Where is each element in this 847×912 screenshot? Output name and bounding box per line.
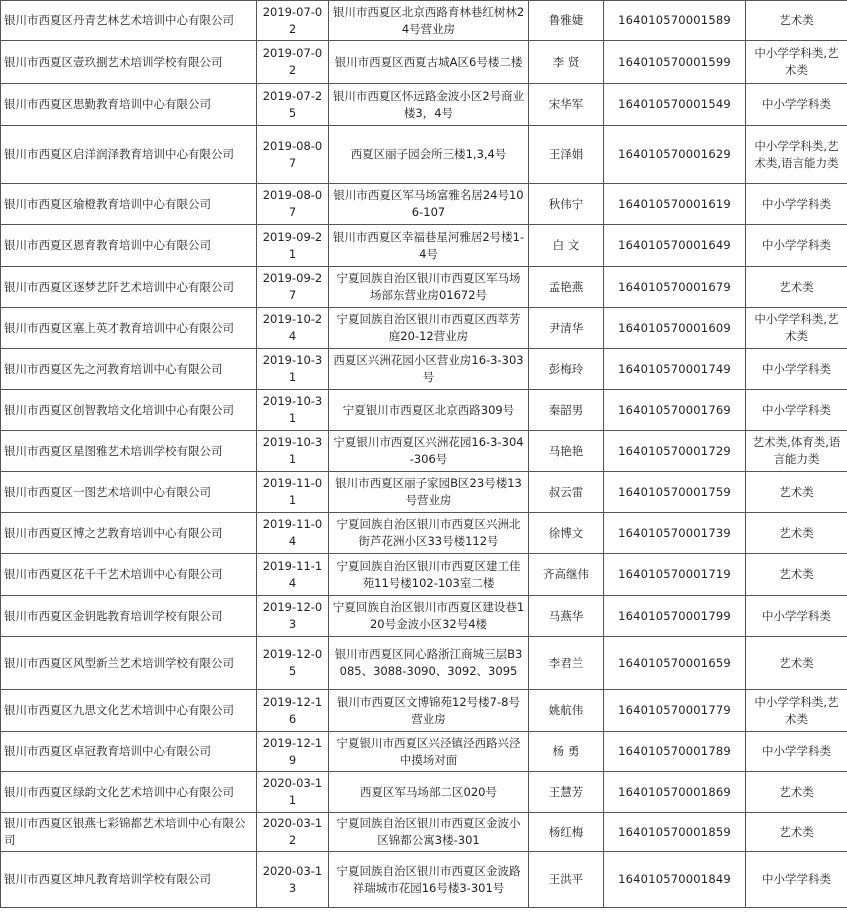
- table-row: [1, 472, 847, 513]
- training-type-cell: 艺术类: [746, 554, 847, 596]
- license-number-cell: 164010570001799: [604, 596, 746, 637]
- legal-representative-cell: 李君兰: [529, 637, 604, 690]
- address-cell: 银川市西夏区文博锦苑12号楼7-8号营业房: [329, 690, 529, 732]
- address-cell: 宁夏回族自治区银川市西夏区军马场场部东营业房01672号: [329, 267, 529, 308]
- address-cell: 银川市西夏区军马场富雅名居24号106-107: [329, 184, 529, 225]
- training-type-cell: 中小学学科类: [746, 732, 847, 772]
- registration-date-cell: 2019-07-25: [257, 84, 329, 126]
- institution-name-cell: 银川市西夏区壹玖捌艺术培训学校有限公司: [1, 41, 257, 84]
- table-row: [1, 267, 847, 308]
- institution-name-cell: 银川市西夏区恩育教育培训中心有限公司: [1, 225, 257, 267]
- registration-date-cell: 2019-12-19: [257, 732, 329, 772]
- table-row: [1, 184, 847, 225]
- institution-name-cell: 银川市西夏区花千千艺术培训中心有限公司: [1, 554, 257, 596]
- legal-representative-cell: 徐博文: [529, 513, 604, 554]
- legal-representative-cell: 姚航伟: [529, 690, 604, 732]
- registration-date-cell: 2019-09-27: [257, 267, 329, 308]
- legal-representative-cell: 叔云雷: [529, 472, 604, 513]
- institution-name-cell: 银川市西夏区绿韵文化艺术培训中心有限公司: [1, 772, 257, 813]
- registration-date-cell: 2019-10-31: [257, 349, 329, 390]
- table-row: [1, 554, 847, 596]
- institution-name-cell: 银川市西夏区塞上英才教育培训中心有限公司: [1, 308, 257, 349]
- institution-name-cell: 银川市西夏区思勤教育培训中心有限公司: [1, 84, 257, 126]
- legal-representative-cell: 杨红梅: [529, 813, 604, 852]
- institution-name-cell: 银川市西夏区先之河教育培训中心有限公司: [1, 349, 257, 390]
- legal-representative-cell: 马艳艳: [529, 431, 604, 472]
- address-cell: 宁夏回族自治区银川市西夏区西萃芳庭20-12营业房: [329, 308, 529, 349]
- training-type-cell: 中小学学科类,艺术类: [746, 690, 847, 732]
- training-type-cell: 艺术类: [746, 813, 847, 852]
- legal-representative-cell: 白 文: [529, 225, 604, 267]
- legal-representative-cell: 尹清华: [529, 308, 604, 349]
- institution-name-cell: 银川市西夏区卓冠教育培训中心有限公司: [1, 732, 257, 772]
- license-number-cell: 164010570001599: [604, 41, 746, 84]
- institution-name-cell: 银川市西夏区金钥匙教育培训学校有限公司: [1, 596, 257, 637]
- table-row: [1, 596, 847, 637]
- legal-representative-cell: 杨 勇: [529, 732, 604, 772]
- training-type-cell: 中小学学科类: [746, 852, 847, 908]
- table-row: [1, 732, 847, 772]
- address-cell: 宁夏银川市西夏区兴泾镇泾西路兴泾中摸场对面: [329, 732, 529, 772]
- legal-representative-cell: 王慧芳: [529, 772, 604, 813]
- address-cell: 银川市西夏区丽子家园B区23号楼13号营业房: [329, 472, 529, 513]
- license-number-cell: 164010570001659: [604, 637, 746, 690]
- legal-representative-cell: 孟艳燕: [529, 267, 604, 308]
- table-row: [1, 772, 847, 813]
- address-cell: 宁夏回族自治区银川市西夏区金波小区锦都公寓3楼-301: [329, 813, 529, 852]
- license-number-cell: 164010570001739: [604, 513, 746, 554]
- registration-date-cell: 2019-12-03: [257, 596, 329, 637]
- table-row: [1, 126, 847, 184]
- registration-date-cell: 2020-03-12: [257, 813, 329, 852]
- registration-date-cell: 2019-10-24: [257, 308, 329, 349]
- table-row: [1, 390, 847, 431]
- institution-name-cell: 银川市西夏区银燕七彩锦都艺术培训中心有限公司: [1, 813, 257, 852]
- legal-representative-cell: 李 贤: [529, 41, 604, 84]
- license-number-cell: 164010570001719: [604, 554, 746, 596]
- license-number-cell: 164010570001629: [604, 126, 746, 184]
- table-row: [1, 84, 847, 126]
- legal-representative-cell: 宋华军: [529, 84, 604, 126]
- training-type-cell: 中小学学科类: [746, 349, 847, 390]
- table-row: [1, 513, 847, 554]
- address-cell: 宁夏回族自治区银川市西夏区建工佳苑11号楼102-103室二楼: [329, 554, 529, 596]
- training-type-cell: 艺术类: [746, 472, 847, 513]
- address-cell: 银川市西夏区北京西路育林巷红树林24号营业房: [329, 1, 529, 41]
- table-row: [1, 813, 847, 852]
- legal-representative-cell: 秦韶男: [529, 390, 604, 431]
- institution-name-cell: 银川市西夏区启洋润泽教育培训中心有限公司: [1, 126, 257, 184]
- address-cell: 银川市西夏区西夏古城A区6号楼二楼: [329, 41, 529, 84]
- institution-name-cell: 银川市西夏区星图雅艺术培训学校有限公司: [1, 431, 257, 472]
- legal-representative-cell: 彭梅玲: [529, 349, 604, 390]
- registration-date-cell: 2019-08-07: [257, 126, 329, 184]
- table-row: [1, 690, 847, 732]
- legal-representative-cell: 齐高继伟: [529, 554, 604, 596]
- license-number-cell: 164010570001749: [604, 349, 746, 390]
- license-number-cell: 164010570001679: [604, 267, 746, 308]
- registration-date-cell: 2019-07-02: [257, 1, 329, 41]
- address-cell: 西夏区军马场部二区020号: [329, 772, 529, 813]
- registration-date-cell: 2020-03-13: [257, 852, 329, 908]
- training-type-cell: 中小学学科类,艺术类: [746, 41, 847, 84]
- institution-name-cell: 银川市西夏区瑜橙教育培训中心有限公司: [1, 184, 257, 225]
- registration-date-cell: 2019-11-01: [257, 472, 329, 513]
- license-number-cell: 164010570001589: [604, 1, 746, 41]
- training-type-cell: 艺术类: [746, 637, 847, 690]
- institution-name-cell: 银川市西夏区坤凡教育培训学校有限公司: [1, 852, 257, 908]
- registration-date-cell: 2019-10-31: [257, 431, 329, 472]
- table-body: [1, 1, 847, 908]
- training-type-cell: 中小学学科类: [746, 390, 847, 431]
- institution-name-cell: 银川市西夏区丹青艺林艺术培训中心有限公司: [1, 1, 257, 41]
- training-type-cell: 艺术类: [746, 772, 847, 813]
- address-cell: 宁夏银川市西夏区北京西路309号: [329, 390, 529, 431]
- table-row: [1, 637, 847, 690]
- license-number-cell: 164010570001729: [604, 431, 746, 472]
- institution-name-cell: 银川市西夏区创智教培文化培训中心有限公司: [1, 390, 257, 431]
- license-number-cell: 164010570001549: [604, 84, 746, 126]
- legal-representative-cell: 秋伟宁: [529, 184, 604, 225]
- address-cell: 宁夏回族自治区银川市西夏区建设巷120号金波小区32号4楼: [329, 596, 529, 637]
- registration-date-cell: 2020-03-11: [257, 772, 329, 813]
- table-row: [1, 349, 847, 390]
- license-number-cell: 164010570001859: [604, 813, 746, 852]
- registration-date-cell: 2019-07-02: [257, 41, 329, 84]
- table-row: [1, 225, 847, 267]
- registration-date-cell: 2019-08-07: [257, 184, 329, 225]
- legal-representative-cell: 王泽娟: [529, 126, 604, 184]
- license-number-cell: 164010570001619: [604, 184, 746, 225]
- license-number-cell: 164010570001609: [604, 308, 746, 349]
- address-cell: 宁夏回族自治区银川市西夏区兴洲北街芦花洲小区33号楼112号: [329, 513, 529, 554]
- training-type-cell: 中小学学科类: [746, 596, 847, 637]
- address-cell: 宁夏回族自治区银川市西夏区金波路祥瑞城市花园16号楼3-301号: [329, 852, 529, 908]
- legal-representative-cell: 鲁雅婕: [529, 1, 604, 41]
- institution-name-cell: 银川市西夏区一图艺术培训中心有限公司: [1, 472, 257, 513]
- institution-name-cell: 银川市西夏区博之艺教育培训中心有限公司: [1, 513, 257, 554]
- table-row: [1, 431, 847, 472]
- institution-name-cell: 银川市西夏区逐梦艺阡艺术培训中心有限公司: [1, 267, 257, 308]
- address-cell: 银川市西夏区幸福巷星河雅居2号楼1-4号: [329, 225, 529, 267]
- registration-date-cell: 2019-11-04: [257, 513, 329, 554]
- training-type-cell: 中小学学科类,艺术类,语言能力类: [746, 126, 847, 184]
- license-number-cell: 164010570001869: [604, 772, 746, 813]
- address-cell: 银川市西夏区怀远路金波小区2号商业楼3，4号: [329, 84, 529, 126]
- legal-representative-cell: 马燕华: [529, 596, 604, 637]
- registration-date-cell: 2019-12-16: [257, 690, 329, 732]
- address-cell: 西夏区兴洲花园小区营业房16-3-303号: [329, 349, 529, 390]
- address-cell: 西夏区丽子园会所三楼1,3,4号: [329, 126, 529, 184]
- institution-name-cell: 银川市西夏区风型新兰艺术培训学校有限公司: [1, 637, 257, 690]
- registration-date-cell: 2019-12-05: [257, 637, 329, 690]
- registration-date-cell: 2019-11-14: [257, 554, 329, 596]
- address-cell: 银川市西夏区同心路浙江商城三层B3085、3088-3090、3092、3095: [329, 637, 529, 690]
- training-type-cell: 中小学学科类: [746, 184, 847, 225]
- license-number-cell: 164010570001769: [604, 390, 746, 431]
- training-type-cell: 中小学学科类: [746, 225, 847, 267]
- table-row: [1, 1, 847, 41]
- legal-representative-cell: 王洪平: [529, 852, 604, 908]
- registration-date-cell: 2019-09-21: [257, 225, 329, 267]
- training-type-cell: 艺术类: [746, 513, 847, 554]
- license-number-cell: 164010570001779: [604, 690, 746, 732]
- training-type-cell: 中小学学科类,艺术类: [746, 308, 847, 349]
- table-row: [1, 308, 847, 349]
- training-type-cell: 中小学学科类: [746, 84, 847, 126]
- license-number-cell: 164010570001649: [604, 225, 746, 267]
- registration-date-cell: 2019-10-31: [257, 390, 329, 431]
- table-row: [1, 852, 847, 908]
- training-type-cell: 艺术类: [746, 267, 847, 308]
- table-row: [1, 41, 847, 84]
- training-type-cell: 艺术类,体育类,语言能力类: [746, 431, 847, 472]
- training-type-cell: 艺术类: [746, 1, 847, 41]
- license-number-cell: 164010570001759: [604, 472, 746, 513]
- address-cell: 宁夏银川市西夏区兴洲花园16-3-304-306号: [329, 431, 529, 472]
- institution-name-cell: 银川市西夏区九思文化艺术培训中心有限公司: [1, 690, 257, 732]
- license-number-cell: 164010570001789: [604, 732, 746, 772]
- license-number-cell: 164010570001849: [604, 852, 746, 908]
